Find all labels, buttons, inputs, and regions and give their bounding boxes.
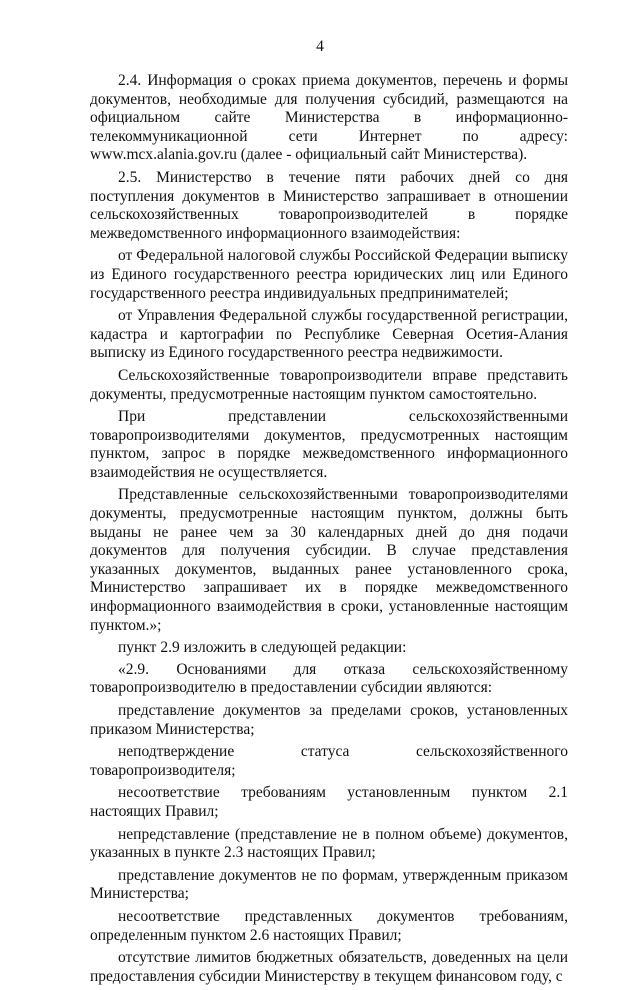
refusal-ground-status: неподтверждение статуса сельскохозяйственного товаропроизводителя; (90, 743, 568, 779)
paragraph-document-validity: Представленные сельскохозяйственными товаропроизводителями документы, предусмотренные настоящим пунктом, должны быть выданы не ранее чем за 30 календарных дней до дня подачи документов для получения субсидии. В случае представления указанных документов, выданных ранее установленного срока, Министерство запрашивает их в порядке межведомственного информационного взаимодействия в сроки, установленные настоящим пунктом.»; (90, 486, 568, 634)
refusal-ground-nonconformity: несоответствие представленных документов требованиям, определенным пунктом 2.6 настоящих Правил; (90, 907, 568, 944)
paragraph-self-submission: Сельскохозяйственные товаропроизводители вправе представить документы, предусмотренные настоящим пунктом самостоятельно. (90, 366, 568, 403)
paragraph-no-request: При представлении сельскохозяйственными товаропроизводителями документов, предусмотренных настоящим пунктом, запрос в порядке межведомственного информационного взаимодействия не осуществляется. (90, 408, 568, 481)
paragraph-2-5: 2.5. Министерство в течение пяти рабочих дней со дня поступления документов в Министерство запрашивает в отношении сельскохозяйственных товаропроизводителей в порядке межведомственного информационного взаимодействия: (90, 168, 568, 242)
refusal-ground-forms: представление документов не по формам, утвержденным приказом Министерства; (90, 866, 568, 903)
refusal-ground-incomplete: непредставление (представление не в полном объеме) документов, указанных в пункте 2.3 настоящих Правил; (90, 825, 568, 862)
paragraph-2-4: 2.4. Информация о сроках приема документов, перечень и формы документов, необходимые для получения субсидий, размещаются на официальном сайте Министерства в информационно-телекоммуникационной сети Интернет по адресу: www.mcx.alania.gov.ru (далее - официальный сайт Министерства). (90, 72, 568, 164)
refusal-ground-budget-limits: отсутствие лимитов бюджетных обязательств, доведенных на цели предоставления субсидии Министерству в текущем финансовом году, с (90, 949, 568, 985)
paragraph-2-9-intro: «2.9. Основаниями для отказа сельскохозяйственному товаропроизводителю в предоставлении субсидии являются: (90, 660, 568, 697)
refusal-ground-deadline: представление документов за пределами сроков, установленных приказом Министерства; (90, 702, 568, 738)
paragraph-amend-2-9: пункт 2.9 изложить в следующей редакции: (118, 639, 407, 657)
document-body (90, 72, 568, 990)
paragraph-rosreestr-extract: от Управления Федеральной службы государственной регистрации, кадастра и картографии по Республике Северная Осетия-Алания выписку из Единого государственного реестра недвижимости. (90, 307, 568, 362)
page-number: 4 (316, 38, 324, 55)
paragraph-fns-extract: от Федеральной налоговой службы Российской Федерации выписку из Единого государственного реестра юридических лиц или Единого государственного реестра индивидуальных предпринимателей; (90, 247, 568, 302)
refusal-ground-requirements: несоответствие требованиям установленным пунктом 2.1 настоящих Правил; (90, 784, 568, 820)
